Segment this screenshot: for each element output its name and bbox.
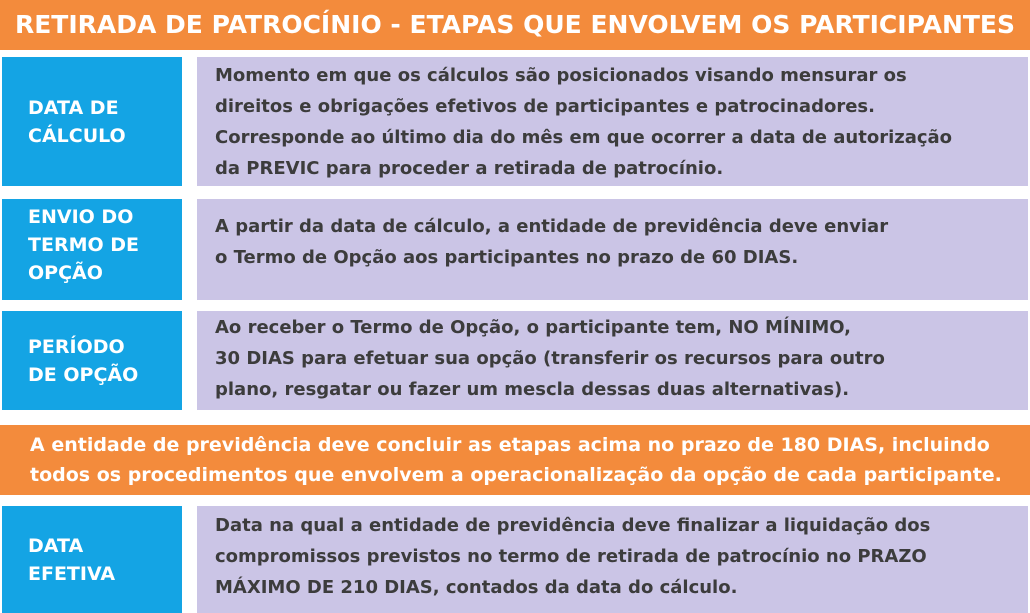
page-title: RETIRADA DE PATROCÍNIO - ETAPAS QUE ENVOLVEM OS PARTICIPANTES xyxy=(0,0,1030,50)
step-label-envio-termo-opcao: ENVIO DO TERMO DE OPÇÃO xyxy=(2,199,182,300)
step-label-periodo-de-opcao: PERÍODO DE OPÇÃO xyxy=(2,311,182,410)
step-label-data-efetiva: DATA EFETIVA xyxy=(2,506,182,613)
step-description-envio-termo-opcao: A partir da data de cálculo, a entidade de previdência deve enviar o Termo de Opção aos participantes no prazo de 60 DIAS. xyxy=(197,199,1028,300)
step-description-data-de-calculo: Momento em que os cálculos são posicionados visando mensurar os direitos e obrigações efetivos de participantes e patrocinadores. Corresponde ao último dia do mês em que ocorrer a data de autorização da PREVIC para proceder a retirada de patrocínio. xyxy=(197,57,1028,186)
step-description-periodo-de-opcao: Ao receber o Termo de Opção, o participante tem, NO MÍNIMO, 30 DIAS para efetuar sua opção (transferir os recursos para outro plano, resgatar ou fazer um mescla dessas duas alternativas). xyxy=(197,311,1028,410)
step-label-data-de-calculo: DATA DE CÁLCULO xyxy=(2,57,182,186)
step-description-data-efetiva: Data na qual a entidade de previdência deve finalizar a liquidação dos compromissos previstos no termo de retirada de patrocínio no PRAZO MÁXIMO DE 210 DIAS, contados da data do cálculo. xyxy=(197,506,1028,613)
deadline-notice: A entidade de previdência deve concluir as etapas acima no prazo de 180 DIAS, incluindo todos os procedimentos que envolvem a operacionalização da opção de cada participante. xyxy=(0,425,1030,495)
